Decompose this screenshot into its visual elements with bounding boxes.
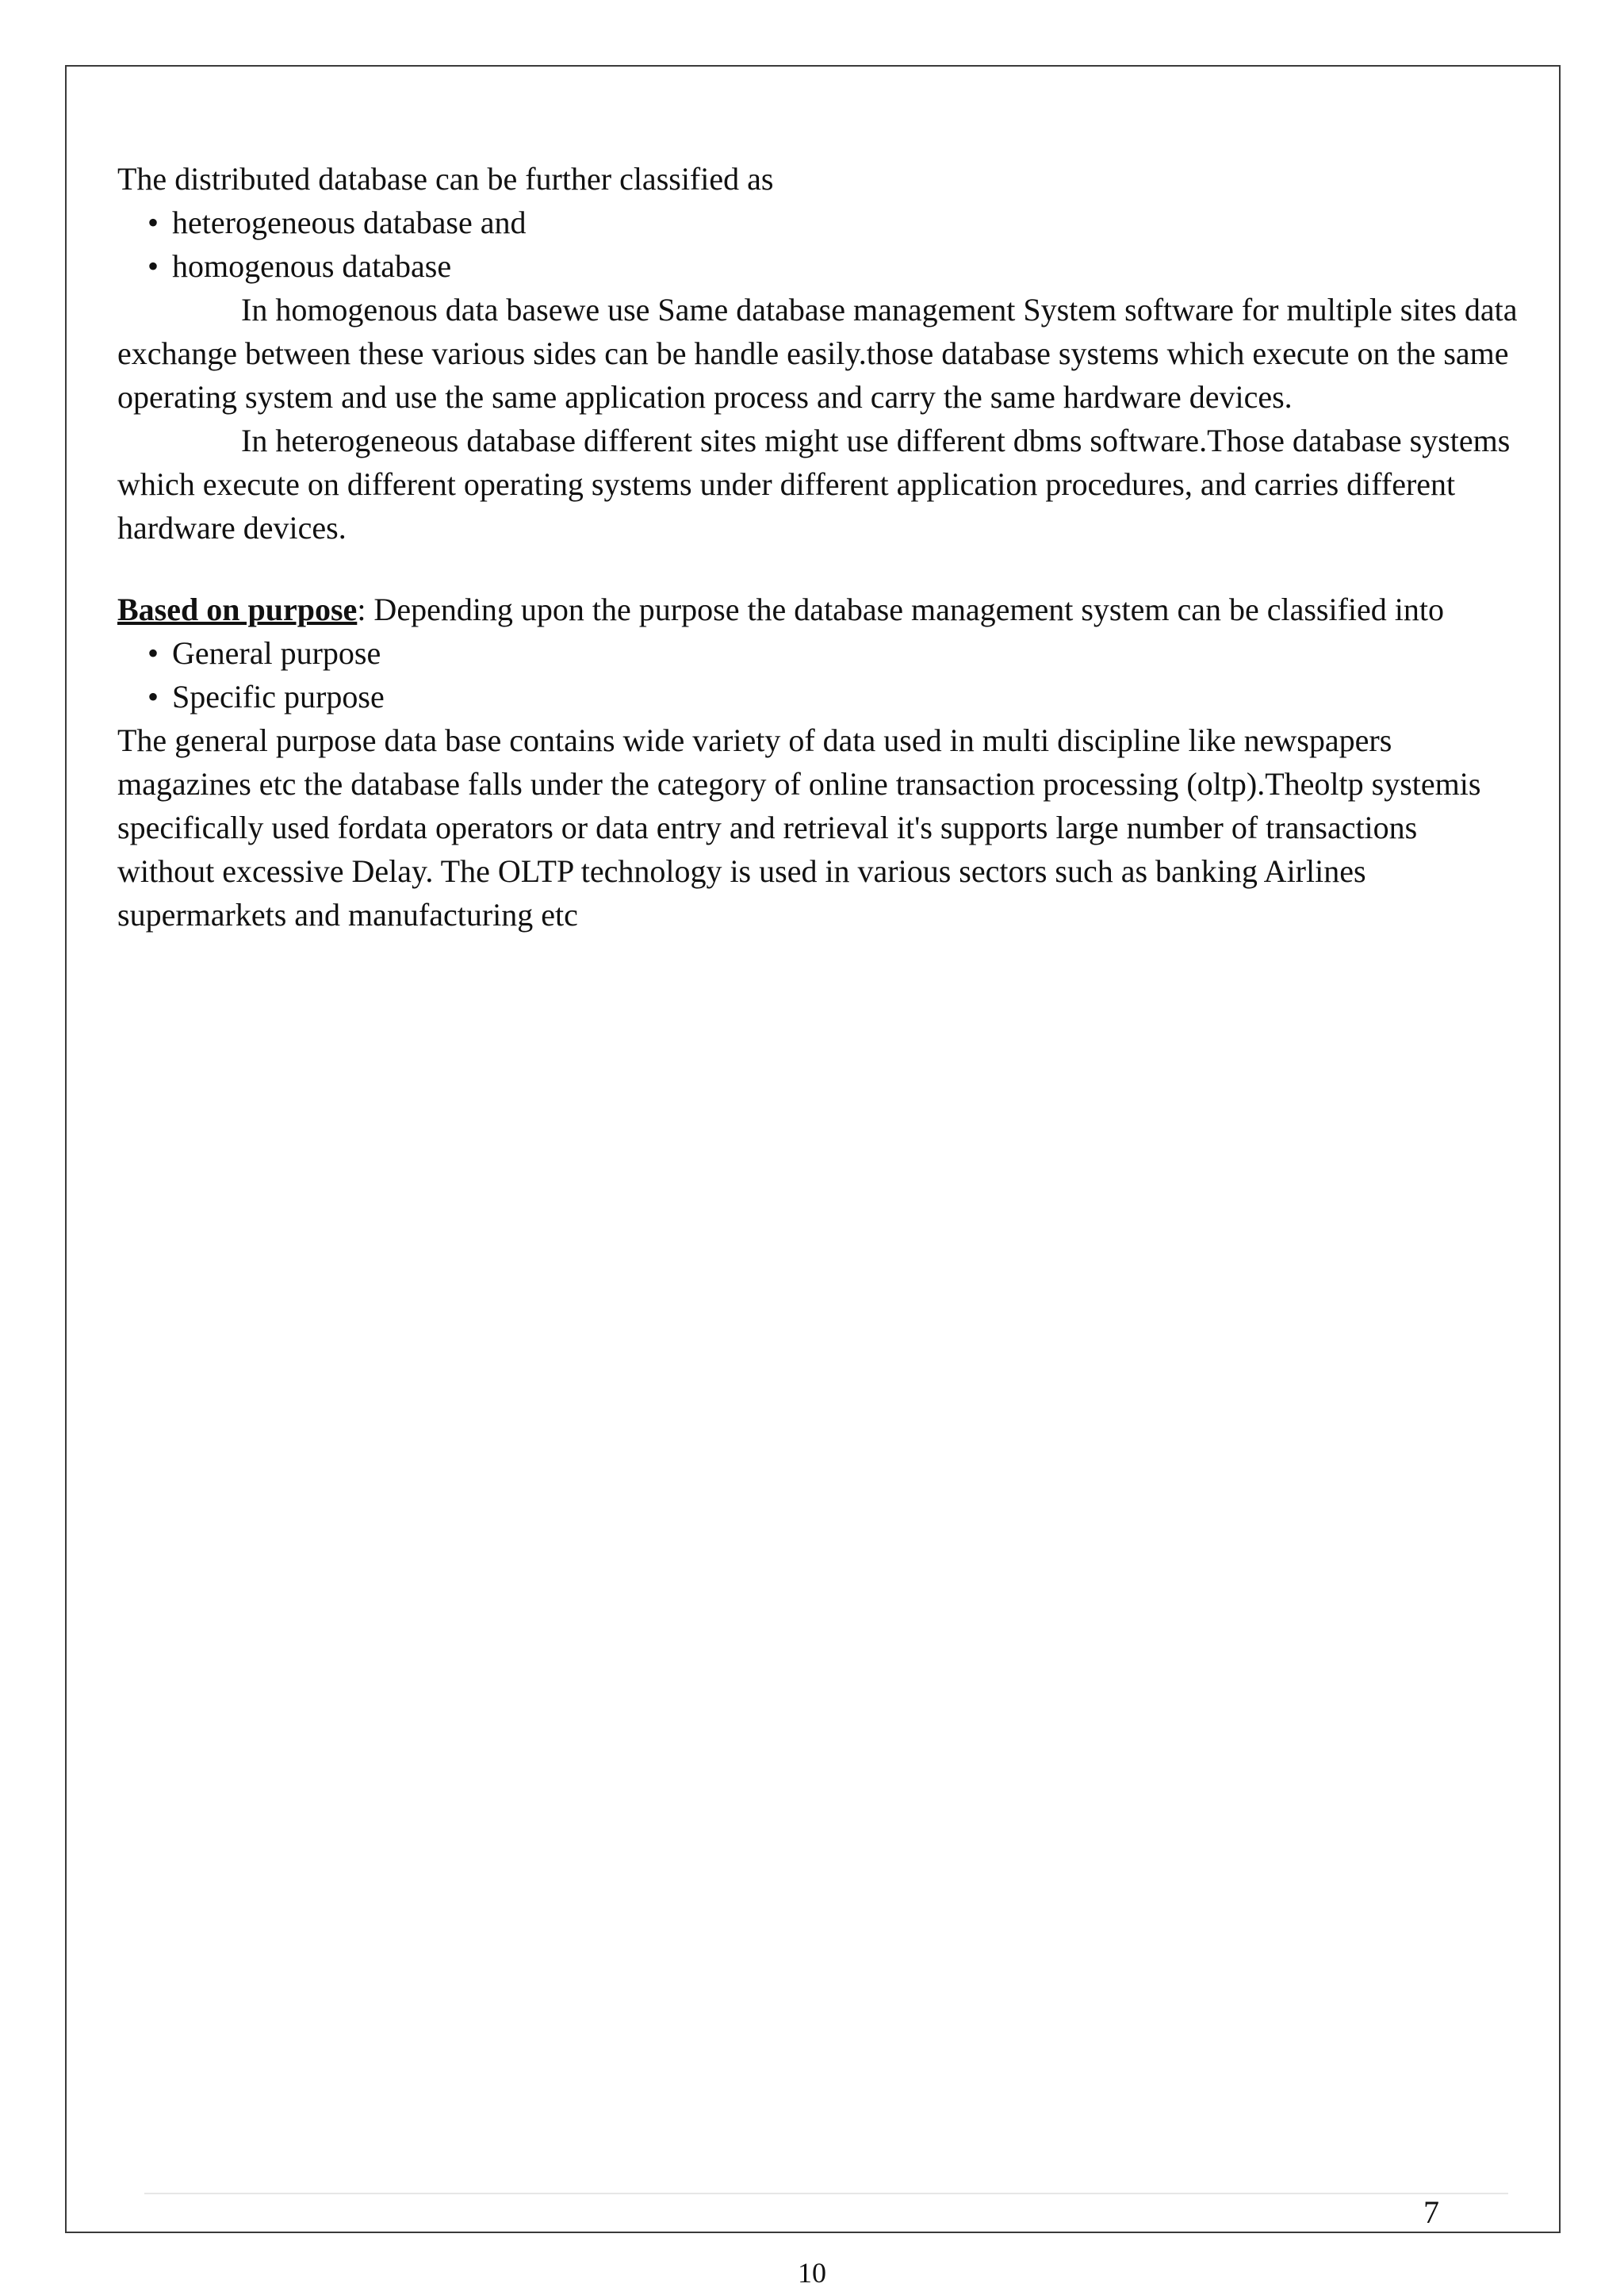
homogenous-paragraph: In homogenous data basewe use Same database management System software for multiple sites data exchange between these various sides can be handle easily.those database systems which execute on the same operating system and use the same application process and carry the same hardware devices. (117, 292, 1518, 415)
section-spacer (117, 550, 1521, 588)
document-page-number: 10 (798, 2257, 826, 2289)
distributed-intro: The distributed database can be further classified as (117, 161, 774, 197)
document-body (117, 157, 1521, 937)
purpose-types-list (117, 631, 1521, 718)
heterogeneous-paragraph: In heterogeneous database different sites might use different dbms software.Those database systems which execute on different operating systems under different application procedures, and carries different hardware devices. (117, 423, 1511, 546)
section-heading-based-on-purpose: Based on purpose (117, 592, 358, 627)
general-purpose-paragraph: The general purpose data base contains wide variety of data used in multi discipline like newspapers magazines etc the database falls under the category of online transaction processing (oltp).Theoltp systemis specifically used fordata operators or data entry and retrieval it's supports large number of transactions without excessive Delay. The OLTP technology is used in various sectors such as banking Airlines supermarkets and manufacturing etc (117, 722, 1481, 933)
list-item: • homogenous database (144, 244, 1521, 288)
list-item: • Specific purpose (144, 675, 1521, 718)
purpose-intro-text: : Depending upon the purpose the database management system can be classified into (357, 592, 1445, 627)
list-item: • General purpose (144, 631, 1521, 675)
page-number: 7 (1423, 2194, 1439, 2230)
distributed-types-list (117, 201, 1521, 288)
footer-divider (144, 2193, 1508, 2194)
purpose-intro-line (117, 588, 1521, 631)
list-item: • heterogeneous database and (144, 201, 1521, 244)
